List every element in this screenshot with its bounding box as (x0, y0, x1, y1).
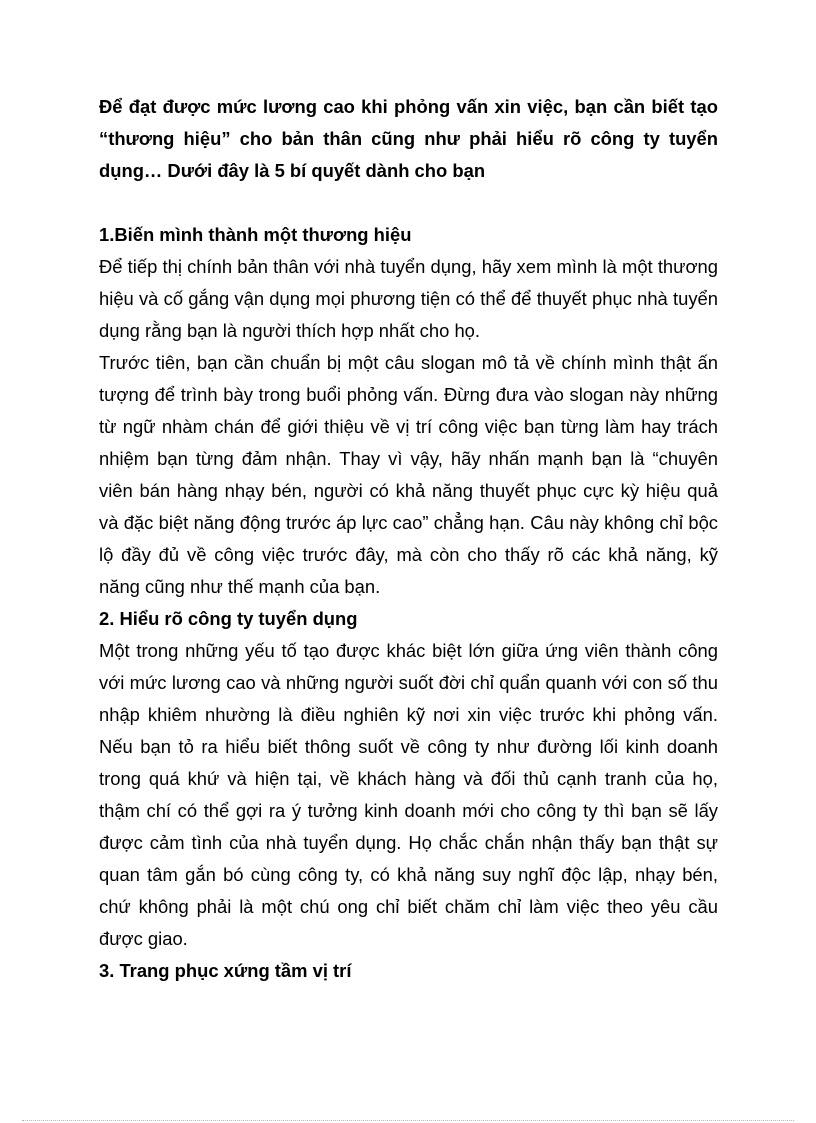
section-heading: 2. Hiểu rõ công ty tuyển dụng (99, 608, 358, 629)
section-3 (99, 955, 718, 987)
section-heading: 3. Trang phục xứng tầm vị trí (99, 960, 352, 981)
section-paragraph: Một trong những yếu tố tạo được khác biệt lớn giữa ứng viên thành công với mức lương cao và những người suốt đời chỉ quẩn quanh với con số thu nhập khiêm nhường là điều nghiên kỹ nơi xin việc trước khi phỏng vấn. Nếu bạn tỏ ra hiểu biết thông suốt về công ty như đường lối kinh doanh trong quá khứ và hiện tại, về khách hàng và đối thủ cạnh tranh của họ, thậm chí có thể gợi ra ý tưởng kinh doanh mới cho công ty thì bạn sẽ lấy được cảm tình của nhà tuyển dụng. Họ chắc chắn nhận thấy bạn thật sự quan tâm gắn bó cùng công ty, có khả năng suy nghĩ độc lập, nhạy bén, chứ không phải là một chú ong chỉ biết chăm chỉ làm việc theo yêu cầu được giao. (99, 640, 718, 949)
page-bottom-divider (22, 1120, 794, 1121)
section-paragraph: Để tiếp thị chính bản thân với nhà tuyển dụng, hãy xem mình là một thương hiệu và cố gắng vận dụng mọi phương tiện có thể để thuyết phục nhà tuyển dụng rằng bạn là người thích hợp nhất cho họ. (99, 256, 718, 341)
intro-paragraph: Để đạt được mức lương cao khi phỏng vấn xin việc, bạn cần biết tạo “thương hiệu” cho bản thân cũng như phải hiểu rõ công ty tuyển dụng… Dưới đây là 5 bí quyết dành cho bạn (99, 96, 718, 181)
section-1 (99, 219, 718, 603)
section-heading: 1.Biến mình thành một thương hiệu (99, 224, 412, 245)
document-page (99, 91, 718, 987)
section-paragraph: Trước tiên, bạn cần chuẩn bị một câu slogan mô tả về chính mình thật ấn tượng để trình bày trong buổi phỏng vấn. Đừng đưa vào slogan này những từ ngữ nhàm chán để giới thiệu về vị trí công việc bạn từng làm hay trách nhiệm bạn từng đảm nhận. Thay vì vậy, hãy nhấn mạnh bạn là “chuyên viên bán hàng nhạy bén, người có khả năng thuyết phục cực kỳ hiệu quả và đặc biệt năng động trước áp lực cao” chẳng hạn. Câu này không chỉ bộc lộ đầy đủ về công việc trước đây, mà còn cho thấy rõ các khả năng, kỹ năng cũng như thế mạnh của bạn. (99, 352, 718, 597)
section-2 (99, 603, 718, 955)
